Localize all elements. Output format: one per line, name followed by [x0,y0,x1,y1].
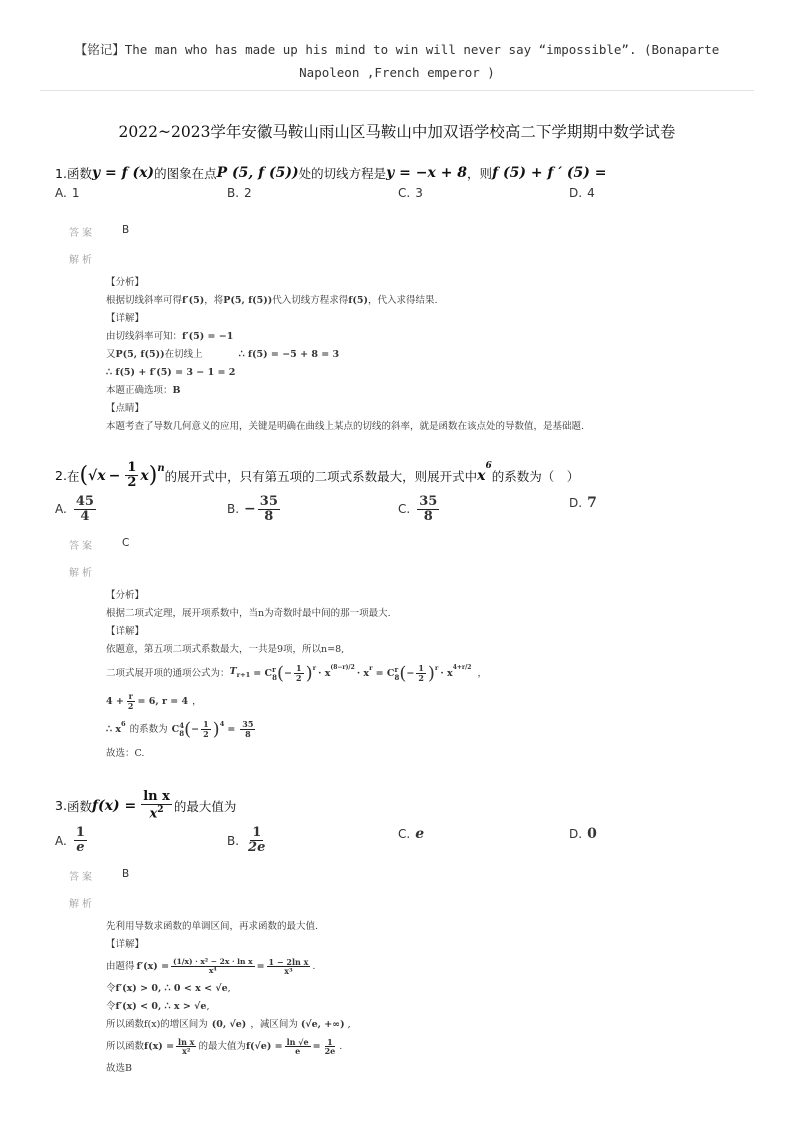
paren: ( [277,662,285,684]
math: = C [375,667,395,679]
analysis-line: 【详解】 [106,625,145,637]
option-label: D. [569,495,583,510]
stem-text: 的图象在点 [154,166,217,181]
question-2-stem [55,461,755,491]
option-text: 7 [587,494,597,511]
fraction [258,495,280,525]
denominator: 2 [296,673,302,684]
math: r+1 [236,671,251,680]
math: 8 [394,672,400,682]
analysis-line [106,1034,755,1060]
stem-text: 处的切线方程是 [298,166,387,181]
math: f′(5) [182,295,205,306]
question-number: 1. [55,165,67,181]
analysis-line [106,980,755,998]
math: f′(5) = −1 [182,331,234,342]
math: · x [318,667,331,679]
numerator: 35 [242,719,254,730]
fraction [126,692,136,711]
denominator: 2 [418,673,424,684]
text: 所以函数 [106,1040,145,1052]
numerator: 1 [203,719,209,730]
stem-text: 在 [66,468,80,484]
analysis-label: 解析 [69,898,95,910]
option-text: 3 [415,186,423,200]
numerator: ln x [178,1036,195,1047]
option-text: 4 [587,186,595,200]
math-expr: f(x) = [91,797,137,814]
numerator: 1 [418,663,424,674]
option-label: B. [227,833,240,848]
denominator: x³ [284,966,293,977]
analysis-line [106,954,755,980]
analysis-line [106,659,755,689]
fraction [240,720,255,739]
math: 4 [219,719,225,728]
math: r [312,663,317,672]
analysis-line: 【详解】 [106,313,145,324]
math: r [394,664,399,674]
denominator: e [76,840,85,856]
denominator: 2e [248,840,266,856]
fraction [417,495,439,525]
text: ， [192,695,202,707]
paren-right: ) [148,462,158,488]
text: , [347,1018,351,1030]
option-text: e [415,825,425,842]
math: r [434,663,439,672]
fraction [294,664,304,683]
analysis-line: 依题意，第五项二项式系数最大，一共是9项，所以n=8, [106,643,345,655]
denominator: 2 [127,701,134,712]
fraction [201,720,211,739]
math: = 6, r = 4 [137,695,189,707]
analysis-line [106,1016,755,1034]
math-expr: P (5, f (5)) [216,165,299,181]
motto-line-1: 【铭记】The man who has made up his mind to win will never say “impossible”. (Bonaparte [74,42,720,57]
question-3-stem [55,790,755,822]
option-a[interactable] [55,826,89,856]
question-1-stem [55,164,755,182]
math: f′(x) > 0, ∴ 0 < x < √e [115,982,228,994]
denominator: 2e [324,1046,336,1057]
stem-text: 的系数为（ ） [491,468,580,484]
numerator: 1 [327,1036,333,1047]
math: P(5, f(5)) [115,349,165,360]
answer-row [69,224,755,239]
fraction [125,461,138,491]
analysis-label: 解析 [69,255,95,266]
stem-text: 的展开式中，只有第五项的二项式系数最大，则展开式中 [164,468,478,484]
math: 8 [179,728,185,738]
analysis-line [106,364,755,382]
exponent: n [157,463,165,474]
math-expr: x [477,467,486,484]
option-c[interactable] [398,826,424,842]
answer-label: 答案 [69,540,95,552]
math: P(5, f(5)) [223,295,273,306]
math: 4 [179,720,185,730]
math: B [172,385,181,396]
math: f(x) = [144,1040,175,1052]
math: ∴ x [106,723,122,735]
header-divider [40,90,754,91]
question-1 [55,164,755,436]
denominator [147,805,165,822]
math: (0, √e) [211,1018,247,1030]
text: 二项式展开项的通项公式为： [106,667,230,679]
option-c[interactable] [398,495,441,525]
exponent: 6 [485,461,492,471]
text: 由切线斜率可知： [106,331,183,342]
option-b[interactable] [227,186,252,200]
math: 4 + [106,695,124,707]
denominator: 2 [203,729,209,740]
answer-value: B [122,867,130,880]
math: f′(x) = [136,960,170,972]
question-2 [55,461,755,763]
option-c[interactable] [398,186,423,200]
math: = [256,960,265,972]
paren: ( [184,718,192,740]
text: 本题正确选项： [106,385,173,396]
math: 8 [272,672,277,682]
numerator: 35 [259,493,278,509]
denominator: 2 [127,475,137,491]
analysis-line: 【分析】 [106,277,145,288]
math: r [369,663,373,672]
text: ，减区间为 [250,1018,298,1030]
text: . [339,1040,343,1052]
math: ∴ f(5) = −5 + 8 = 3 [238,349,340,360]
math: f(√e) = [245,1040,283,1052]
option-label: D. [569,826,583,841]
paren: ) [305,662,313,684]
analysis-label: 解析 [69,567,95,579]
question-3-options [55,826,755,862]
fraction [285,1038,311,1057]
math: · x [356,667,370,679]
math: (√e, +∞) [300,1018,345,1030]
math: ∴ f(5) + f′(5) = 3 − 1 = 2 [106,367,236,378]
math-expr: y = −x + 8 [386,165,468,181]
numerator: (1/x) · x² − 2x · ln x [173,957,253,967]
exponent: 2 [157,804,164,816]
option-d[interactable] [569,826,597,842]
math: = [227,723,236,735]
answer-label: 答案 [69,871,95,883]
option-d[interactable] [569,186,595,200]
stem-text: 的最大值为 [173,798,237,814]
math: − [406,667,415,679]
option-label: C. [398,826,411,841]
math: T [229,666,237,678]
answer-row [69,868,755,883]
answer-value: B [122,224,130,236]
math-expr: − [108,467,121,484]
option-label: A. [55,186,67,200]
option-text: 1 [71,186,80,200]
analysis-line: 根据二项式定理，展开项系数中，当n为奇数时最中间的那一项最大. [106,607,391,619]
option-label: D. [569,186,583,200]
math: = C [253,667,273,679]
math: 4+r/2 [452,663,472,671]
question-3 [55,790,755,1078]
text: 的最大值为 [198,1040,246,1052]
text: 令 [106,1000,116,1012]
analysis-line [106,715,755,745]
fraction [267,958,311,977]
numerator: 1 − 2ln x [268,956,309,967]
numerator: 35 [419,493,438,509]
analysis-line [106,292,755,310]
numerator: 1 [75,824,85,840]
analysis-line: 故选：C. [106,747,145,759]
option-label: A. [55,502,67,517]
text: ，代入求得结果. [367,295,438,306]
analysis-line [106,328,755,346]
option-label: C. [398,502,411,517]
analysis-line: 【分析】 [106,589,145,601]
text: 又 [106,349,116,360]
numerator: 1 [127,460,137,475]
text: . [312,960,316,972]
numerator: ln x [143,789,170,804]
motto [40,38,754,84]
answer-value: C [122,536,130,549]
paren: ) [212,718,220,740]
math-expr: √x [88,467,106,484]
paren: ( [399,662,407,684]
answer-row [69,537,755,552]
option-a[interactable] [55,495,98,525]
analysis-line: 本题考查了导数几何意义的应用，关键是明确在曲线上某点的切线的斜率，就是函数在该点处的导数值，是基础题. [106,421,585,432]
fraction [141,790,172,822]
math: r [272,664,276,674]
text: , [206,1000,210,1012]
option-text: 0 [587,825,597,842]
numerator: 1 [296,663,302,674]
option-label: B. [227,502,240,517]
math-expr: y = f (x) [91,165,155,181]
paren: ) [427,662,435,684]
denominator: 8 [423,508,433,524]
denominator: e [295,1046,301,1057]
math: x [149,806,158,822]
denominator: x⁴ [208,966,217,976]
math: f′(x) < 0, ∴ x > √e [115,1000,207,1012]
question-1-options [55,186,755,210]
numerator: ln √e [286,1036,309,1047]
numerator: r [128,691,133,702]
fraction [74,495,96,525]
answer-label: 答案 [69,228,95,239]
stem-text: 函数 [66,166,92,181]
analysis-line [106,382,755,400]
denominator: 4 [80,508,90,524]
fraction [171,958,255,976]
numerator: 45 [75,493,94,509]
denominator: x² [182,1046,191,1057]
stem-text: ，则 [467,166,493,181]
math: C [171,723,180,735]
question-number: 2. [55,468,67,484]
stem-text: 函数 [66,798,92,814]
denominator: 8 [245,729,251,740]
text: 在切线上 [164,349,203,360]
math: = [312,1040,321,1052]
fraction [416,664,426,683]
analysis-line [106,689,755,715]
text: , [227,982,231,994]
analysis-line: 【详解】 [106,938,145,950]
analysis-line: 【点睛】 [106,403,145,414]
analysis-line: 故选B [106,1062,132,1074]
text: 代入切线方程求得 [272,295,349,306]
paren-left: ( [79,462,89,488]
math: f(5) [348,295,368,306]
text: 由题得 [106,960,135,972]
math: (8−r)/2 [330,663,355,671]
question-2-options [55,495,755,531]
fraction [323,1038,338,1057]
option-a[interactable] [55,186,79,200]
option-text: 2 [244,186,252,200]
sign: − [244,501,256,518]
math-expr: x [140,467,149,484]
option-b[interactable] [227,826,269,856]
option-d[interactable] [569,495,597,511]
analysis-line: 先利用导数求函数的单调区间，再求函数的最大值. [106,920,319,932]
analysis-body [106,918,755,1078]
math: − [284,667,292,679]
math: 6 [121,719,126,728]
text: ，将 [204,295,224,306]
fraction [74,826,87,856]
analysis-line [106,346,755,364]
numerator: 1 [252,824,262,840]
text: 的系数为 [129,723,168,735]
math-expr: f (5) + f ′ (5) = [492,165,607,181]
option-label: B. [227,186,240,200]
denominator: 8 [264,508,274,524]
question-number: 3. [55,798,67,814]
text: ， [477,667,487,679]
fraction [246,826,267,856]
analysis-body [106,274,755,436]
math: · x [440,667,453,679]
page-title: 2022~2023学年安徽马鞍山雨山区马鞍山中加双语学校高二下学期期中数学试卷 [118,123,676,141]
analysis-line [106,998,755,1016]
option-label: C. [398,186,411,200]
motto-line-2: Napoleon ,French emperor ) [299,65,495,80]
math: − [191,723,200,735]
fraction [176,1038,196,1057]
text: 令 [106,982,116,994]
analysis-body [106,587,755,763]
option-label: A. [55,833,67,848]
text: 所以函数f(x)的增区间为 [106,1018,208,1030]
text: 根据切线斜率可得 [106,295,183,306]
option-b[interactable] [227,495,282,525]
